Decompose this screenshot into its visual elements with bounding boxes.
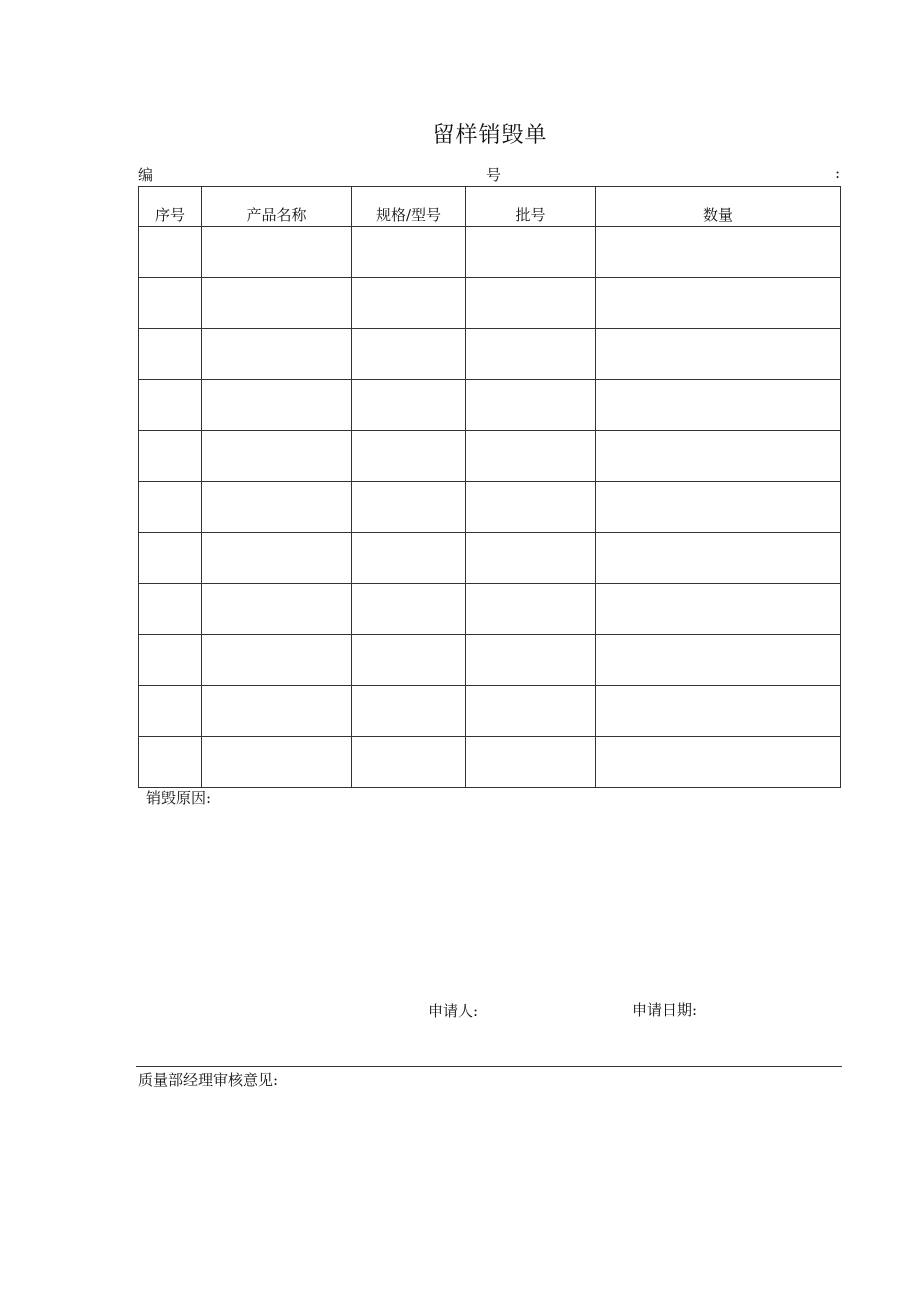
code-label-left: 编: [138, 166, 154, 184]
document-code-row: [138, 164, 840, 186]
specification-cell[interactable]: [352, 329, 466, 380]
specification-cell[interactable]: [352, 431, 466, 482]
header-specification: 规格/型号: [352, 187, 466, 227]
product-name-cell[interactable]: [202, 380, 352, 431]
serial-cell[interactable]: [139, 278, 202, 329]
quantity-cell[interactable]: [596, 278, 841, 329]
table-row: [139, 431, 841, 482]
product-name-cell[interactable]: [202, 533, 352, 584]
code-label-mid: 号: [486, 166, 502, 184]
table-row: [139, 227, 841, 278]
table-row: [139, 584, 841, 635]
application-date-label: 申请日期:: [632, 1001, 698, 1019]
batch-number-cell[interactable]: [466, 635, 596, 686]
quantity-cell[interactable]: [596, 737, 841, 788]
product-name-cell[interactable]: [202, 329, 352, 380]
batch-number-cell[interactable]: [466, 380, 596, 431]
table-row: [139, 482, 841, 533]
quantity-cell[interactable]: [596, 482, 841, 533]
serial-cell[interactable]: [139, 431, 202, 482]
specification-cell[interactable]: [352, 227, 466, 278]
serial-cell[interactable]: [139, 482, 202, 533]
serial-cell[interactable]: [139, 380, 202, 431]
product-name-cell[interactable]: [202, 635, 352, 686]
quantity-cell[interactable]: [596, 686, 841, 737]
section-divider: [136, 1066, 842, 1067]
header-batch-number: 批号: [466, 187, 596, 227]
product-name-cell[interactable]: [202, 431, 352, 482]
specification-cell[interactable]: [352, 635, 466, 686]
table-header-row: [139, 187, 841, 227]
specification-cell[interactable]: [352, 737, 466, 788]
batch-number-cell[interactable]: [466, 533, 596, 584]
batch-number-cell[interactable]: [466, 584, 596, 635]
serial-cell[interactable]: [139, 635, 202, 686]
specification-cell[interactable]: [352, 533, 466, 584]
quantity-cell[interactable]: [596, 431, 841, 482]
serial-cell[interactable]: [139, 584, 202, 635]
batch-number-cell[interactable]: [466, 482, 596, 533]
product-name-cell[interactable]: [202, 227, 352, 278]
specification-cell[interactable]: [352, 278, 466, 329]
quantity-cell[interactable]: [596, 635, 841, 686]
page-title: 留样销毁单: [432, 123, 548, 148]
batch-number-cell[interactable]: [466, 737, 596, 788]
serial-cell[interactable]: [139, 686, 202, 737]
table-row: [139, 278, 841, 329]
header-product-name: 产品名称: [202, 187, 352, 227]
specification-cell[interactable]: [352, 584, 466, 635]
table-row: [139, 329, 841, 380]
table-row: [139, 635, 841, 686]
batch-number-cell[interactable]: [466, 686, 596, 737]
serial-cell[interactable]: [139, 737, 202, 788]
table-row: [139, 686, 841, 737]
product-name-cell[interactable]: [202, 482, 352, 533]
quantity-cell[interactable]: [596, 380, 841, 431]
quantity-cell[interactable]: [596, 533, 841, 584]
quantity-cell[interactable]: [596, 584, 841, 635]
serial-cell[interactable]: [139, 533, 202, 584]
quantity-cell[interactable]: [596, 329, 841, 380]
serial-cell[interactable]: [139, 227, 202, 278]
code-label-colon: :: [834, 164, 840, 182]
specification-cell[interactable]: [352, 686, 466, 737]
batch-number-cell[interactable]: [466, 227, 596, 278]
destruction-reason-label: 销毁原因:: [146, 789, 212, 807]
product-name-cell[interactable]: [202, 278, 352, 329]
header-quantity: 数量: [596, 187, 841, 227]
table-row: [139, 380, 841, 431]
applicant-label: 申请人:: [428, 1002, 479, 1020]
quantity-cell[interactable]: [596, 227, 841, 278]
batch-number-cell[interactable]: [466, 278, 596, 329]
header-serial-number: 序号: [139, 187, 202, 227]
sample-destruction-table: [138, 186, 841, 788]
quality-manager-approval-label: 质量部经理审核意见:: [138, 1071, 279, 1089]
table-row: [139, 533, 841, 584]
product-name-cell[interactable]: [202, 584, 352, 635]
table-row: [139, 737, 841, 788]
product-name-cell[interactable]: [202, 686, 352, 737]
table-body: [139, 227, 841, 788]
batch-number-cell[interactable]: [466, 329, 596, 380]
batch-number-cell[interactable]: [466, 431, 596, 482]
specification-cell[interactable]: [352, 380, 466, 431]
specification-cell[interactable]: [352, 482, 466, 533]
product-name-cell[interactable]: [202, 737, 352, 788]
serial-cell[interactable]: [139, 329, 202, 380]
